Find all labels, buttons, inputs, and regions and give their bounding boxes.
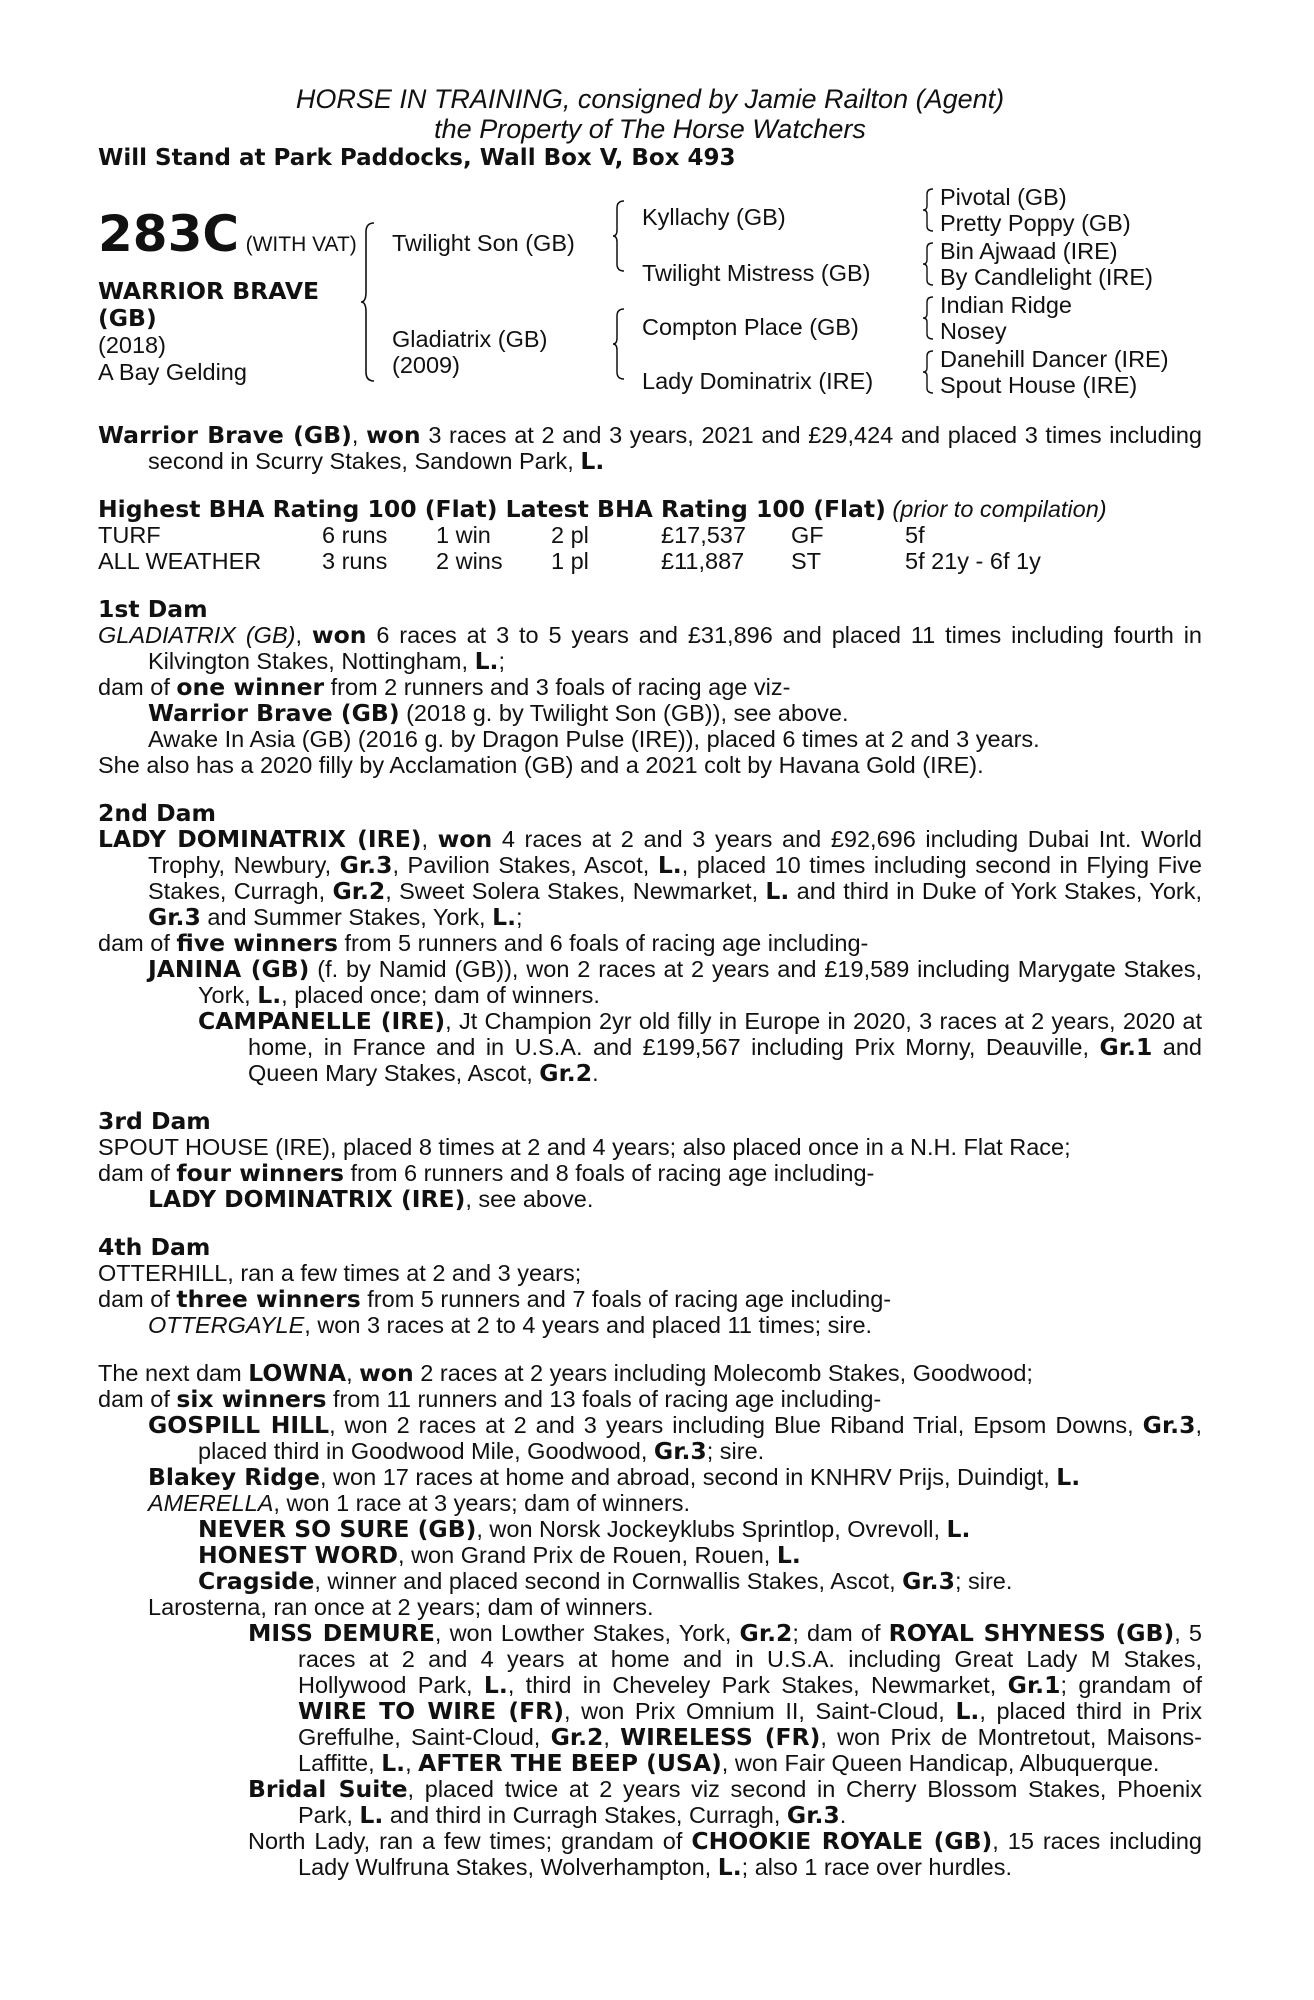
text: , won Grand Prix de Rouen, Rouen,	[398, 1542, 777, 1568]
produce-item: Awake In Asia (GB) (2016 g. by Dragon Pulse (IRE)), placed 6 times at 2 and 3 years.	[148, 726, 1040, 752]
text: , won Prix Omnium II, Saint-Cloud,	[564, 1698, 956, 1724]
brace-twilight-mistress	[922, 242, 934, 286]
group-mark: Gr.2	[539, 1059, 593, 1087]
dam-record	[98, 622, 1202, 674]
sire-dam-brace	[360, 222, 376, 382]
won-label: won	[311, 621, 367, 649]
listed-mark: L.	[580, 447, 605, 475]
text: , won 3 races at 2 to 4 years and placed 11 times; sire.	[304, 1312, 873, 1338]
produce-item	[98, 700, 1202, 726]
winners-count: three winners	[176, 1285, 361, 1313]
text: , won Prix de Montretout, Maisons-Laffitte,	[298, 1724, 1203, 1776]
race-summary: Warrior Brave (GB), won 3 races at 2 and 3 years, 2021 and £29,424 and placed 3 times including second in Scurry Stakes, Sandown Park, L.	[98, 421, 1203, 475]
listed-mark: L.	[257, 981, 282, 1009]
text: , placed third in Prix Greffulhe, Saint-Cloud,	[298, 1698, 1203, 1750]
dam-year: (2009)	[392, 352, 460, 378]
text: , see above.	[465, 1186, 594, 1212]
rating-note: (prior to compilation)	[892, 496, 1107, 522]
produce-name: Bridal Suite	[248, 1775, 408, 1803]
produce-name: ROYAL SHYNESS (GB)	[888, 1619, 1175, 1647]
text: , won Norsk Jockeyklubs Sprintlop, Ovrevoll,	[476, 1516, 947, 1542]
group-mark: Gr.3	[1142, 1411, 1196, 1439]
listed-mark: L.	[657, 851, 682, 879]
listed-mark: L.	[765, 877, 790, 905]
produce-name: LADY DOMINATRIX (IRE)	[148, 1185, 466, 1213]
text: , won Lowther Stakes, York,	[434, 1620, 740, 1646]
going: GF	[791, 522, 824, 548]
text: , Jt Champion 2yr old filly in Europe in 2020, 3 races at 2 years, 2020 at home, in France and in U.S.A. and £199,567 including Prix Morny, Deauville,	[248, 1008, 1202, 1060]
text: ; sire.	[706, 1438, 765, 1464]
runs: 3 runs	[322, 548, 388, 574]
horse-name-inline: Warrior Brave (GB)	[98, 421, 352, 449]
listed-mark: L.	[955, 1697, 980, 1725]
listed-mark: L.	[474, 647, 499, 675]
surface: TURF	[98, 522, 161, 548]
first-dam-section	[98, 596, 1202, 778]
text: , Pavilion Stakes, Ascot,	[392, 852, 658, 878]
gg-dam-2: By Candlelight (IRE)	[940, 264, 1153, 290]
listed-mark: L.	[776, 1541, 801, 1569]
text: and third in Curragh Stakes, Curragh,	[383, 1802, 787, 1828]
vat-note: (WITH VAT)	[245, 233, 357, 256]
text: , 5 races at 2 and 4 years at home and in U.S.A. including Great Lady M Stakes, Hollywood Park,	[298, 1620, 1202, 1698]
text: from 5 runners and 6 foals of racing age including-	[337, 930, 869, 956]
section-title: 3rd Dam	[98, 1107, 211, 1135]
produce-item: Larosterna, ran once at 2 years; dam of winners.	[148, 1594, 654, 1620]
catalogue-page	[98, 84, 1202, 1880]
produce-name: GOSPILL HILL	[148, 1411, 330, 1439]
dam-name: GLADIATRIX (GB)	[98, 622, 296, 648]
property-line: the Property of The Horse Watchers	[434, 114, 866, 144]
won-label: won	[437, 825, 493, 853]
produce-summary	[98, 1286, 1202, 1312]
summary-text: 3 races at 2 and 3 years, 2021 and £29,424 and placed 3 times including second in Scurry Stakes, Sandown Park,	[148, 422, 1203, 474]
group-mark: Gr.1	[1007, 1671, 1061, 1699]
group-mark: Gr.3	[148, 903, 201, 931]
text: 6 races at 3 to 5 years and £31,896 and placed 11 times including fourth in Kilvington Stakes, Nottingham,	[148, 622, 1202, 674]
produce-name: NEVER SO SURE (GB)	[198, 1515, 477, 1543]
text: ,	[421, 826, 438, 852]
sire-sire: Kyllachy (GB)	[642, 204, 786, 230]
text: ;	[516, 904, 523, 930]
group-mark: Gr.1	[1099, 1033, 1153, 1061]
text: ,	[603, 1724, 621, 1750]
distance: 5f 21y - 6f 1y	[905, 548, 1041, 574]
text: , winner and placed second in Cornwallis Stakes, Ascot,	[314, 1568, 903, 1594]
consignor-line: HORSE IN TRAINING, consigned by Jamie Railton (Agent)	[295, 84, 1005, 114]
produce-name: Blakey Ridge	[148, 1463, 320, 1491]
text: from 5 runners and 7 foals of racing age including-	[360, 1286, 892, 1312]
produce-item	[98, 1776, 1202, 1828]
second-dam-section	[98, 800, 1202, 1086]
earnings: £11,887	[661, 548, 745, 574]
places: 1 pl	[551, 548, 589, 574]
group-mark: Gr.2	[332, 877, 386, 905]
produce-name: AMERELLA	[148, 1490, 274, 1516]
produce-item	[98, 1464, 1202, 1490]
brace-lady-dominatrix	[922, 350, 934, 394]
dam-record: SPOUT HOUSE (IRE), placed 8 times at 2 and 4 years; also placed once in a N.H. Flat Race;	[98, 1134, 1071, 1160]
listed-mark: L.	[492, 903, 517, 931]
produce-name: Cragside	[198, 1567, 315, 1595]
listed-mark: L.	[1056, 1463, 1081, 1491]
text: and Summer Stakes, York,	[200, 904, 493, 930]
dam-record: OTTERHILL, ran a few times at 2 and 3 years;	[98, 1260, 582, 1286]
text: dam of	[98, 1286, 177, 1312]
distance: 5f	[905, 522, 925, 548]
lot-number-block	[98, 205, 357, 263]
group-mark: Gr.3	[786, 1801, 840, 1829]
group-mark: Gr.3	[339, 851, 393, 879]
text: , won 17 races at home and abroad, second in KNHRV Prijs, Duindigt,	[320, 1464, 1057, 1490]
listed-mark: L.	[946, 1515, 971, 1543]
stand-location: Will Stand at Park Paddocks, Wall Box V, Box 493	[98, 145, 736, 171]
produce-item	[98, 956, 1202, 1008]
text: ; sire.	[954, 1568, 1013, 1594]
gg-dam-4: Spout House (IRE)	[940, 372, 1138, 398]
winners-count: six winners	[176, 1385, 327, 1413]
produce-summary	[98, 930, 1202, 956]
dam-dam: Lady Dominatrix (IRE)	[642, 368, 874, 394]
dam-sire: Compton Place (GB)	[642, 314, 859, 340]
dam-name: LADY DOMINATRIX (IRE)	[98, 825, 422, 853]
runs: 6 runs	[322, 522, 388, 548]
listed-mark: L.	[359, 1801, 384, 1829]
rating-row-turf	[98, 522, 1202, 548]
text: ; also 1 race over hurdles.	[741, 1854, 1013, 1880]
next-dam-section	[98, 1360, 1202, 1880]
produce-name: OTTERGAYLE	[148, 1312, 305, 1338]
lot-number: 283C	[98, 205, 240, 263]
rating-section	[98, 496, 1202, 574]
gg-sire-1: Pivotal (GB)	[940, 184, 1067, 210]
text: from 2 runners and 3 foals of racing age viz-	[324, 674, 791, 700]
produce-item	[98, 1620, 1202, 1776]
text: ,	[295, 622, 312, 648]
text: from 6 runners and 8 foals of racing age including-	[344, 1160, 875, 1186]
produce-item	[98, 1568, 1202, 1594]
winners-count: five winners	[176, 929, 338, 957]
going: ST	[791, 548, 822, 574]
gg-sire-4: Danehill Dancer (IRE)	[940, 346, 1169, 372]
gg-sire-2: Bin Ajwaad (IRE)	[940, 238, 1118, 264]
text: , placed twice at 2 years viz second in Cherry Blossom Stakes, Phoenix Park,	[298, 1776, 1202, 1828]
text: ,	[346, 1360, 360, 1386]
horse-name: WARRIOR BRAVE	[98, 277, 320, 305]
text: and Queen Mary Stakes, Ascot,	[248, 1034, 1202, 1086]
text: The next dam	[98, 1360, 249, 1386]
text: 4 races at 2 and 3 years and £92,696 including Dubai Int. World Trophy, Newbury,	[148, 826, 1202, 878]
produce-name: HONEST WORD	[198, 1541, 399, 1569]
text: ;	[498, 648, 505, 674]
produce-summary	[98, 674, 1202, 700]
brace-kyllachy	[922, 188, 934, 232]
text: , won Fair Queen Handicap, Albuquerque.	[721, 1750, 1160, 1776]
produce-item	[98, 1186, 1202, 1212]
horse-identity	[98, 278, 368, 386]
won-label: won	[359, 1359, 414, 1387]
gg-dam-1: Pretty Poppy (GB)	[940, 210, 1131, 236]
earnings: £17,537	[661, 522, 746, 548]
surface: ALL WEATHER	[98, 548, 262, 574]
text: (2018 g. by Twilight Son (GB)), see above.	[399, 700, 849, 726]
dam-also-note: She also has a 2020 filly by Acclamation (GB) and a 2021 colt by Havana Gold (IRE).	[98, 752, 984, 778]
winners-count: four winners	[176, 1159, 344, 1187]
text: (f. by Namid (GB)), won 2 races at 2 years and £19,589 including Marygate Stakes, York,	[198, 956, 1203, 1008]
wins: 1 win	[436, 522, 491, 548]
text: ; dam of	[792, 1620, 889, 1646]
produce-name: CAMPANELLE (IRE)	[198, 1007, 446, 1035]
produce-name: AFTER THE BEEP (USA)	[418, 1749, 722, 1777]
third-dam-section	[98, 1108, 1202, 1212]
produce-name: JANINA (GB)	[148, 955, 310, 983]
rating-row-all-weather	[98, 548, 1202, 574]
group-mark: Gr.2	[739, 1619, 793, 1647]
text: , Sweet Solera Stakes, Newmarket,	[385, 878, 766, 904]
produce-item	[98, 1412, 1202, 1464]
produce-item	[98, 1516, 1202, 1542]
listed-mark: L.	[717, 1853, 742, 1881]
text: , won 1 race at 3 years; dam of winners.	[273, 1490, 691, 1516]
sire-dam: Twilight Mistress (GB)	[642, 260, 871, 286]
section-title: 4th Dam	[98, 1233, 211, 1261]
text: dam of	[98, 674, 177, 700]
text: , placed third in Goodwood Mile, Goodwood,	[198, 1412, 1202, 1464]
text: , third in Cheveley Park Stakes, Newmarket,	[507, 1672, 1008, 1698]
places: 2 pl	[551, 522, 589, 548]
section-title: 2nd Dam	[98, 799, 216, 827]
listed-mark: L.	[381, 1749, 406, 1777]
horse-year: (2018)	[98, 332, 166, 358]
text: .	[592, 1060, 599, 1086]
text: 2 races at 2 years including Molecomb Stakes, Goodwood;	[413, 1360, 1033, 1386]
section-title: 1st Dam	[98, 595, 208, 623]
won-label: won	[366, 421, 421, 449]
produce-item	[98, 1490, 1202, 1516]
dam-record	[98, 826, 1202, 930]
produce-item	[98, 1542, 1202, 1568]
produce-summary	[98, 1160, 1202, 1186]
text: dam of	[98, 1160, 177, 1186]
dam: Gladiatrix (GB)	[392, 326, 548, 352]
produce-name: CHOOKIE ROYALE (GB)	[691, 1827, 993, 1855]
text: , 15 races including Lady Wulfruna Stakes, Wolverhampton,	[298, 1828, 1202, 1880]
brace-compton-place	[922, 296, 934, 340]
horse-description: A Bay Gelding	[98, 359, 247, 385]
listed-mark: L.	[483, 1671, 508, 1699]
sire: Twilight Son (GB)	[392, 230, 575, 256]
text: dam of	[98, 1386, 177, 1412]
produce-name: Warrior Brave (GB)	[148, 699, 400, 727]
group-mark: Gr.3	[653, 1437, 707, 1465]
produce-name: WIRE TO WIRE (FR)	[298, 1697, 565, 1725]
produce-name: MISS DEMURE	[248, 1619, 435, 1647]
text: and third in Duke of York Stakes, York,	[789, 878, 1202, 904]
dam-record	[98, 1360, 1202, 1386]
text: ,	[405, 1750, 419, 1776]
text: dam of	[98, 930, 177, 956]
produce-name: WIRELESS (FR)	[620, 1723, 821, 1751]
dam-parents-brace	[612, 308, 626, 380]
text: .	[839, 1802, 847, 1828]
dam-name: LOWNA	[248, 1359, 347, 1387]
produce-item	[98, 1312, 1202, 1338]
group-mark: Gr.2	[550, 1723, 604, 1751]
text: ; grandam of	[1060, 1672, 1202, 1698]
produce-item	[98, 1828, 1202, 1880]
text: , won 2 races at 2 and 3 years including Blue Riband Trial, Epsom Downs,	[329, 1412, 1143, 1438]
wins: 2 wins	[436, 548, 503, 574]
winners-count: one winner	[176, 673, 325, 701]
sire-parents-brace	[612, 200, 626, 272]
produce-summary	[98, 1386, 1202, 1412]
text: , placed once; dam of winners.	[281, 982, 600, 1008]
produce-item	[98, 1008, 1202, 1086]
gg-dam-3: Nosey	[940, 318, 1007, 344]
horse-country: (GB)	[98, 304, 157, 332]
text: North Lady, ran a few times; grandam of	[248, 1828, 692, 1854]
fourth-dam-section	[98, 1234, 1202, 1338]
rating-heading: Highest BHA Rating 100 (Flat) Latest BHA Rating 100 (Flat)	[98, 495, 886, 523]
text: from 11 runners and 13 foals of racing age including-	[326, 1386, 882, 1412]
group-mark: Gr.3	[902, 1567, 955, 1595]
gg-sire-3: Indian Ridge	[940, 292, 1072, 318]
text: , placed 10 times including second in Flying Five Stakes, Curragh,	[148, 852, 1202, 904]
pedigree-block	[98, 184, 1202, 420]
